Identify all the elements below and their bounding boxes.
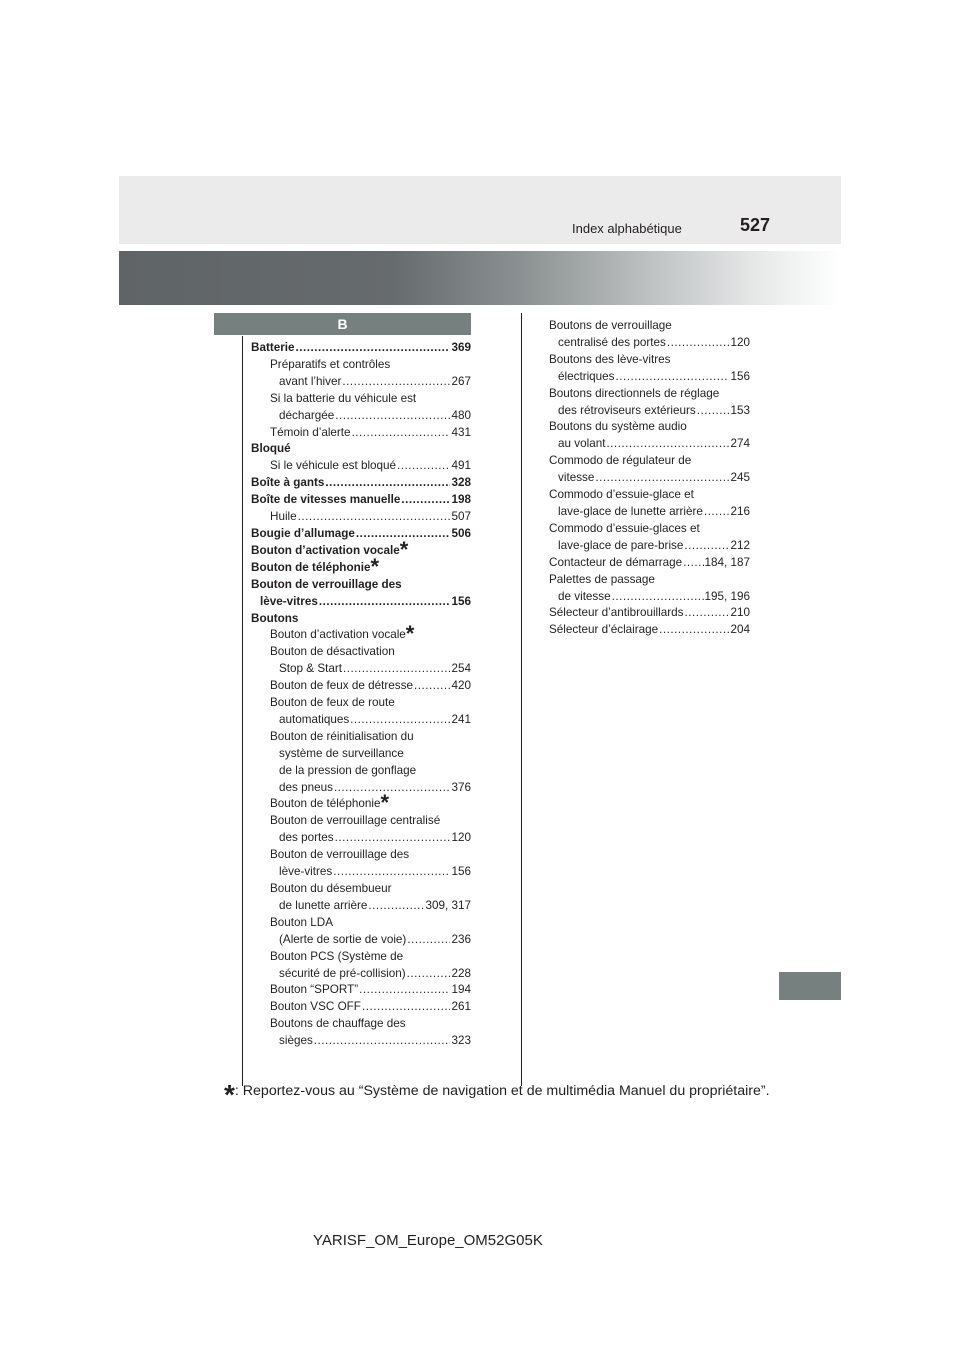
index-entry bbox=[251, 881, 471, 898]
index-page-ref: 480 bbox=[451, 408, 471, 422]
index-page-ref: 245 bbox=[730, 471, 750, 485]
index-page-ref: 184, 187 bbox=[704, 555, 750, 569]
dot-leader bbox=[352, 425, 451, 442]
index-entry bbox=[549, 436, 750, 453]
index-entry-text: électriques bbox=[558, 369, 615, 383]
dot-leader bbox=[359, 982, 450, 999]
page-title: Index alphabétique bbox=[572, 221, 682, 236]
index-page-ref: 120 bbox=[730, 335, 750, 349]
index-entry-text: Bouton de réinitialisation du bbox=[270, 729, 414, 743]
dot-leader bbox=[407, 932, 450, 949]
index-column-left bbox=[251, 340, 471, 1050]
index-entry bbox=[549, 318, 750, 335]
dot-leader bbox=[350, 712, 450, 729]
dot-leader bbox=[616, 369, 730, 386]
index-entry bbox=[251, 661, 471, 678]
index-entry-text: (Alerte de sortie de voie) bbox=[279, 932, 407, 946]
index-entry bbox=[549, 605, 750, 622]
footnote-star: * bbox=[370, 553, 380, 579]
index-entry bbox=[251, 746, 471, 763]
index-page-ref: 261 bbox=[451, 1000, 471, 1014]
index-page-ref: 195, 196 bbox=[704, 589, 750, 603]
index-entry bbox=[549, 555, 750, 572]
index-page-ref: 210 bbox=[730, 606, 750, 620]
index-page-ref: 194 bbox=[451, 983, 471, 997]
index-entry-text: de vitesse bbox=[558, 589, 611, 603]
index-entry bbox=[251, 915, 471, 932]
document-id: YARISF_OM_Europe_OM52G05K bbox=[313, 1232, 543, 1249]
dot-leader bbox=[667, 335, 730, 352]
index-entry-text: Bouton de feux de route bbox=[270, 696, 395, 710]
index-entry bbox=[251, 780, 471, 797]
index-entry bbox=[251, 712, 471, 729]
index-page-ref: 431 bbox=[451, 425, 471, 439]
index-entry bbox=[251, 1033, 471, 1050]
index-entry-text: lève-vitres bbox=[279, 865, 333, 879]
dot-leader bbox=[335, 830, 451, 847]
index-entry bbox=[251, 492, 471, 509]
index-entry-text: des pneus bbox=[279, 780, 333, 794]
index-entry bbox=[549, 403, 750, 420]
footnote-star: * bbox=[405, 621, 415, 647]
index-entry-text: Sélecteur d’antibrouillards bbox=[549, 606, 684, 620]
dot-leader bbox=[343, 661, 450, 678]
dot-leader bbox=[407, 966, 451, 983]
dot-leader bbox=[334, 780, 451, 797]
index-entry-text: lave-glace de pare-brise bbox=[558, 538, 684, 552]
index-entry-text: Bouton “SPORT” bbox=[270, 983, 359, 997]
index-entry bbox=[251, 408, 471, 425]
index-entry bbox=[251, 475, 471, 492]
dot-leader bbox=[397, 458, 450, 475]
dot-leader bbox=[401, 492, 450, 509]
index-entry-text: Stop & Start bbox=[279, 662, 343, 676]
index-entry-text: des portes bbox=[279, 831, 334, 845]
index-page-ref: 254 bbox=[451, 662, 471, 676]
index-entry bbox=[549, 470, 750, 487]
dot-leader bbox=[342, 374, 450, 391]
index-entry-text: sécurité de pré-collision) bbox=[279, 966, 406, 980]
dot-leader bbox=[595, 470, 729, 487]
index-entry-text: Bouton du désembueur bbox=[270, 882, 392, 895]
index-entry bbox=[251, 966, 471, 983]
index-entry-text: Bougie d’allumage bbox=[251, 526, 355, 540]
footnote-star: * bbox=[380, 790, 390, 816]
index-entry bbox=[549, 419, 750, 436]
index-page-ref: 156 bbox=[730, 369, 750, 383]
index-entry bbox=[251, 898, 471, 915]
index-entry bbox=[549, 487, 750, 504]
index-entry-text: Si le véhicule est bloqué bbox=[270, 459, 397, 473]
index-entry bbox=[549, 572, 750, 589]
index-entry bbox=[251, 357, 471, 374]
dot-leader bbox=[333, 864, 450, 881]
index-entry-text: Commodo de régulateur de bbox=[549, 454, 692, 468]
index-entry-text: Bouton de feux de détresse bbox=[270, 679, 413, 693]
index-page-ref: 120 bbox=[451, 831, 471, 845]
index-entry bbox=[251, 813, 471, 830]
index-entry bbox=[251, 441, 471, 458]
index-entry-text: déchargée bbox=[279, 408, 335, 422]
index-entry-text: Boutons des lève-vitres bbox=[549, 352, 671, 366]
index-entry-text: de lunette arrière bbox=[279, 898, 368, 912]
index-entry bbox=[251, 830, 471, 847]
index-entry bbox=[251, 553, 471, 579]
index-entry bbox=[251, 526, 471, 543]
index-entry bbox=[251, 611, 471, 628]
index-page-ref: 274 bbox=[730, 437, 750, 451]
index-entry bbox=[251, 949, 471, 966]
footnote-marker: * bbox=[224, 1079, 235, 1110]
index-entry-text: système de surveillance bbox=[279, 746, 404, 760]
dot-leader bbox=[414, 678, 451, 695]
dot-leader bbox=[606, 436, 729, 453]
index-page-ref: 369 bbox=[451, 341, 471, 354]
dot-leader bbox=[325, 475, 450, 492]
footnote-text: : Reportez-vous au “Système de navigation et de multimédia Manuel du propriétaire”. bbox=[234, 1083, 770, 1099]
index-entry-text: Témoin d’alerte bbox=[270, 425, 351, 439]
index-entry bbox=[251, 621, 471, 647]
index-page-ref: 153 bbox=[730, 403, 750, 417]
index-entry-text: Boutons directionnels de réglage bbox=[549, 386, 720, 400]
index-entry bbox=[549, 335, 750, 352]
index-entry bbox=[251, 763, 471, 780]
dot-leader bbox=[335, 408, 450, 425]
index-entry bbox=[251, 678, 471, 695]
index-entry bbox=[549, 453, 750, 470]
dot-leader bbox=[659, 622, 729, 639]
index-entry bbox=[251, 864, 471, 881]
index-entry bbox=[549, 538, 750, 555]
index-entry bbox=[251, 729, 471, 746]
index-page-ref: 309, 317 bbox=[425, 898, 471, 912]
index-entry-text: lève-vitres bbox=[260, 594, 318, 608]
index-entry bbox=[251, 594, 471, 611]
index-page-ref: 156 bbox=[451, 594, 471, 608]
index-entry-text: Bloqué bbox=[251, 442, 291, 456]
index-entry bbox=[251, 847, 471, 864]
index-entry-text: Boutons de chauffage des bbox=[270, 1017, 406, 1031]
index-page-ref: 507 bbox=[451, 510, 471, 524]
index-page-ref: 420 bbox=[451, 679, 471, 693]
index-entry-text: Sélecteur d’éclairage bbox=[549, 623, 659, 637]
index-entry-text: Bouton LDA bbox=[270, 915, 334, 929]
index-entry-text: Boutons bbox=[251, 611, 299, 625]
index-entry-text: Palettes de passage bbox=[549, 572, 655, 586]
index-page-ref: 241 bbox=[451, 712, 471, 726]
index-entry bbox=[549, 504, 750, 521]
index-entry bbox=[251, 982, 471, 999]
index-entry bbox=[251, 425, 471, 442]
index-entry-text: Si la batterie du véhicule est bbox=[270, 391, 417, 405]
index-entry-text: Boutons de verrouillage bbox=[549, 319, 672, 332]
left-column-rule bbox=[242, 336, 243, 1086]
index-page-ref: 267 bbox=[451, 374, 471, 388]
index-entry bbox=[251, 577, 471, 594]
index-entry-text: Bouton de verrouillage centralisé bbox=[270, 814, 441, 828]
dot-leader bbox=[298, 509, 451, 526]
index-entry bbox=[549, 521, 750, 538]
index-entry bbox=[251, 340, 471, 357]
index-entry-text: Bouton de verrouillage des bbox=[251, 577, 402, 591]
index-entry-text: Boîte à gants bbox=[251, 476, 325, 490]
index-column-right bbox=[549, 318, 750, 639]
index-entry bbox=[549, 352, 750, 369]
index-page-ref: 491 bbox=[451, 459, 471, 473]
index-entry-text: Bouton de téléphonie bbox=[270, 797, 381, 811]
index-entry-text: des rétroviseurs extérieurs bbox=[558, 403, 696, 417]
index-entry-text: Bouton d’activation vocale bbox=[251, 543, 400, 557]
index-entry-text: Bouton VSC OFF bbox=[270, 1000, 361, 1014]
chapter-side-tab bbox=[779, 972, 841, 1000]
index-page-ref: 376 bbox=[451, 780, 471, 794]
index-page-ref: 204 bbox=[730, 623, 750, 637]
index-entry-text: de la pression de gonflage bbox=[279, 763, 417, 777]
index-entry-text: Boîte de vitesses manuelle bbox=[251, 493, 401, 507]
index-entry-text: Contacteur de démarrage bbox=[549, 555, 683, 569]
dot-leader bbox=[314, 1033, 451, 1050]
index-entry bbox=[549, 369, 750, 386]
index-page-ref: 506 bbox=[451, 526, 471, 540]
right-column-rule bbox=[521, 313, 522, 1086]
index-entry-text: Bouton de verrouillage des bbox=[270, 848, 410, 862]
index-entry-text: centralisé des portes bbox=[558, 335, 666, 349]
index-entry bbox=[251, 1016, 471, 1033]
decorative-gradient-bar bbox=[119, 251, 841, 305]
dot-leader bbox=[704, 504, 730, 521]
index-entry bbox=[549, 589, 750, 606]
dot-leader bbox=[683, 555, 703, 572]
index-page-ref: 323 bbox=[451, 1034, 471, 1048]
dot-leader bbox=[612, 589, 704, 606]
dot-leader bbox=[368, 898, 424, 915]
index-entry-text: automatiques bbox=[279, 712, 350, 726]
index-entry-text: Bouton d’activation vocale bbox=[270, 628, 406, 642]
index-entry-text: sièges bbox=[279, 1034, 313, 1048]
index-entry-text: Préparatifs et contrôles bbox=[270, 357, 391, 371]
index-entry-text: avant l’hiver bbox=[279, 374, 342, 388]
index-entry bbox=[549, 386, 750, 403]
index-entry bbox=[251, 458, 471, 475]
index-entry bbox=[549, 622, 750, 639]
index-entry-text: Batterie bbox=[251, 341, 295, 354]
index-entry bbox=[251, 932, 471, 949]
index-page-ref: 212 bbox=[730, 538, 750, 552]
index-page-ref: 216 bbox=[730, 504, 750, 518]
index-entry bbox=[251, 644, 471, 661]
index-entry-text: Commodo d’essuie-glace et bbox=[549, 488, 694, 502]
index-entry-text: vitesse bbox=[558, 471, 595, 485]
index-entry-text: Boutons du système audio bbox=[549, 420, 687, 434]
index-entry-text: Bouton de téléphonie bbox=[251, 560, 371, 574]
index-entry bbox=[251, 536, 471, 562]
index-entry bbox=[251, 790, 471, 816]
index-entry-text: Bouton de désactivation bbox=[270, 645, 395, 659]
dot-leader bbox=[697, 403, 730, 420]
dot-leader bbox=[684, 605, 729, 622]
dot-leader bbox=[296, 340, 451, 357]
dot-leader bbox=[319, 594, 451, 611]
index-entry bbox=[251, 695, 471, 712]
dot-leader bbox=[684, 538, 729, 555]
page-number: 527 bbox=[740, 215, 771, 235]
index-entry-text: lave-glace de lunette arrière bbox=[558, 504, 703, 518]
dot-leader bbox=[362, 999, 451, 1016]
index-entry bbox=[251, 391, 471, 408]
index-entry bbox=[251, 999, 471, 1016]
footnote bbox=[224, 1079, 770, 1110]
index-page-ref: 198 bbox=[451, 493, 471, 507]
index-entry-text: Bouton PCS (Système de bbox=[270, 949, 404, 963]
index-entry-text: Huile bbox=[270, 510, 297, 524]
section-letter-heading: B bbox=[214, 313, 471, 335]
index-page-ref: 328 bbox=[451, 476, 471, 490]
footnote-star: * bbox=[399, 536, 409, 562]
index-page-ref: 156 bbox=[451, 865, 471, 879]
index-entry-text: Commodo d’essuie-glaces et bbox=[549, 521, 700, 535]
index-entry bbox=[251, 374, 471, 391]
index-entry-text: au volant bbox=[558, 437, 606, 451]
index-page-ref: 236 bbox=[451, 932, 471, 946]
index-entry bbox=[251, 509, 471, 526]
index-page-ref: 228 bbox=[451, 966, 471, 980]
header-band bbox=[119, 176, 841, 244]
